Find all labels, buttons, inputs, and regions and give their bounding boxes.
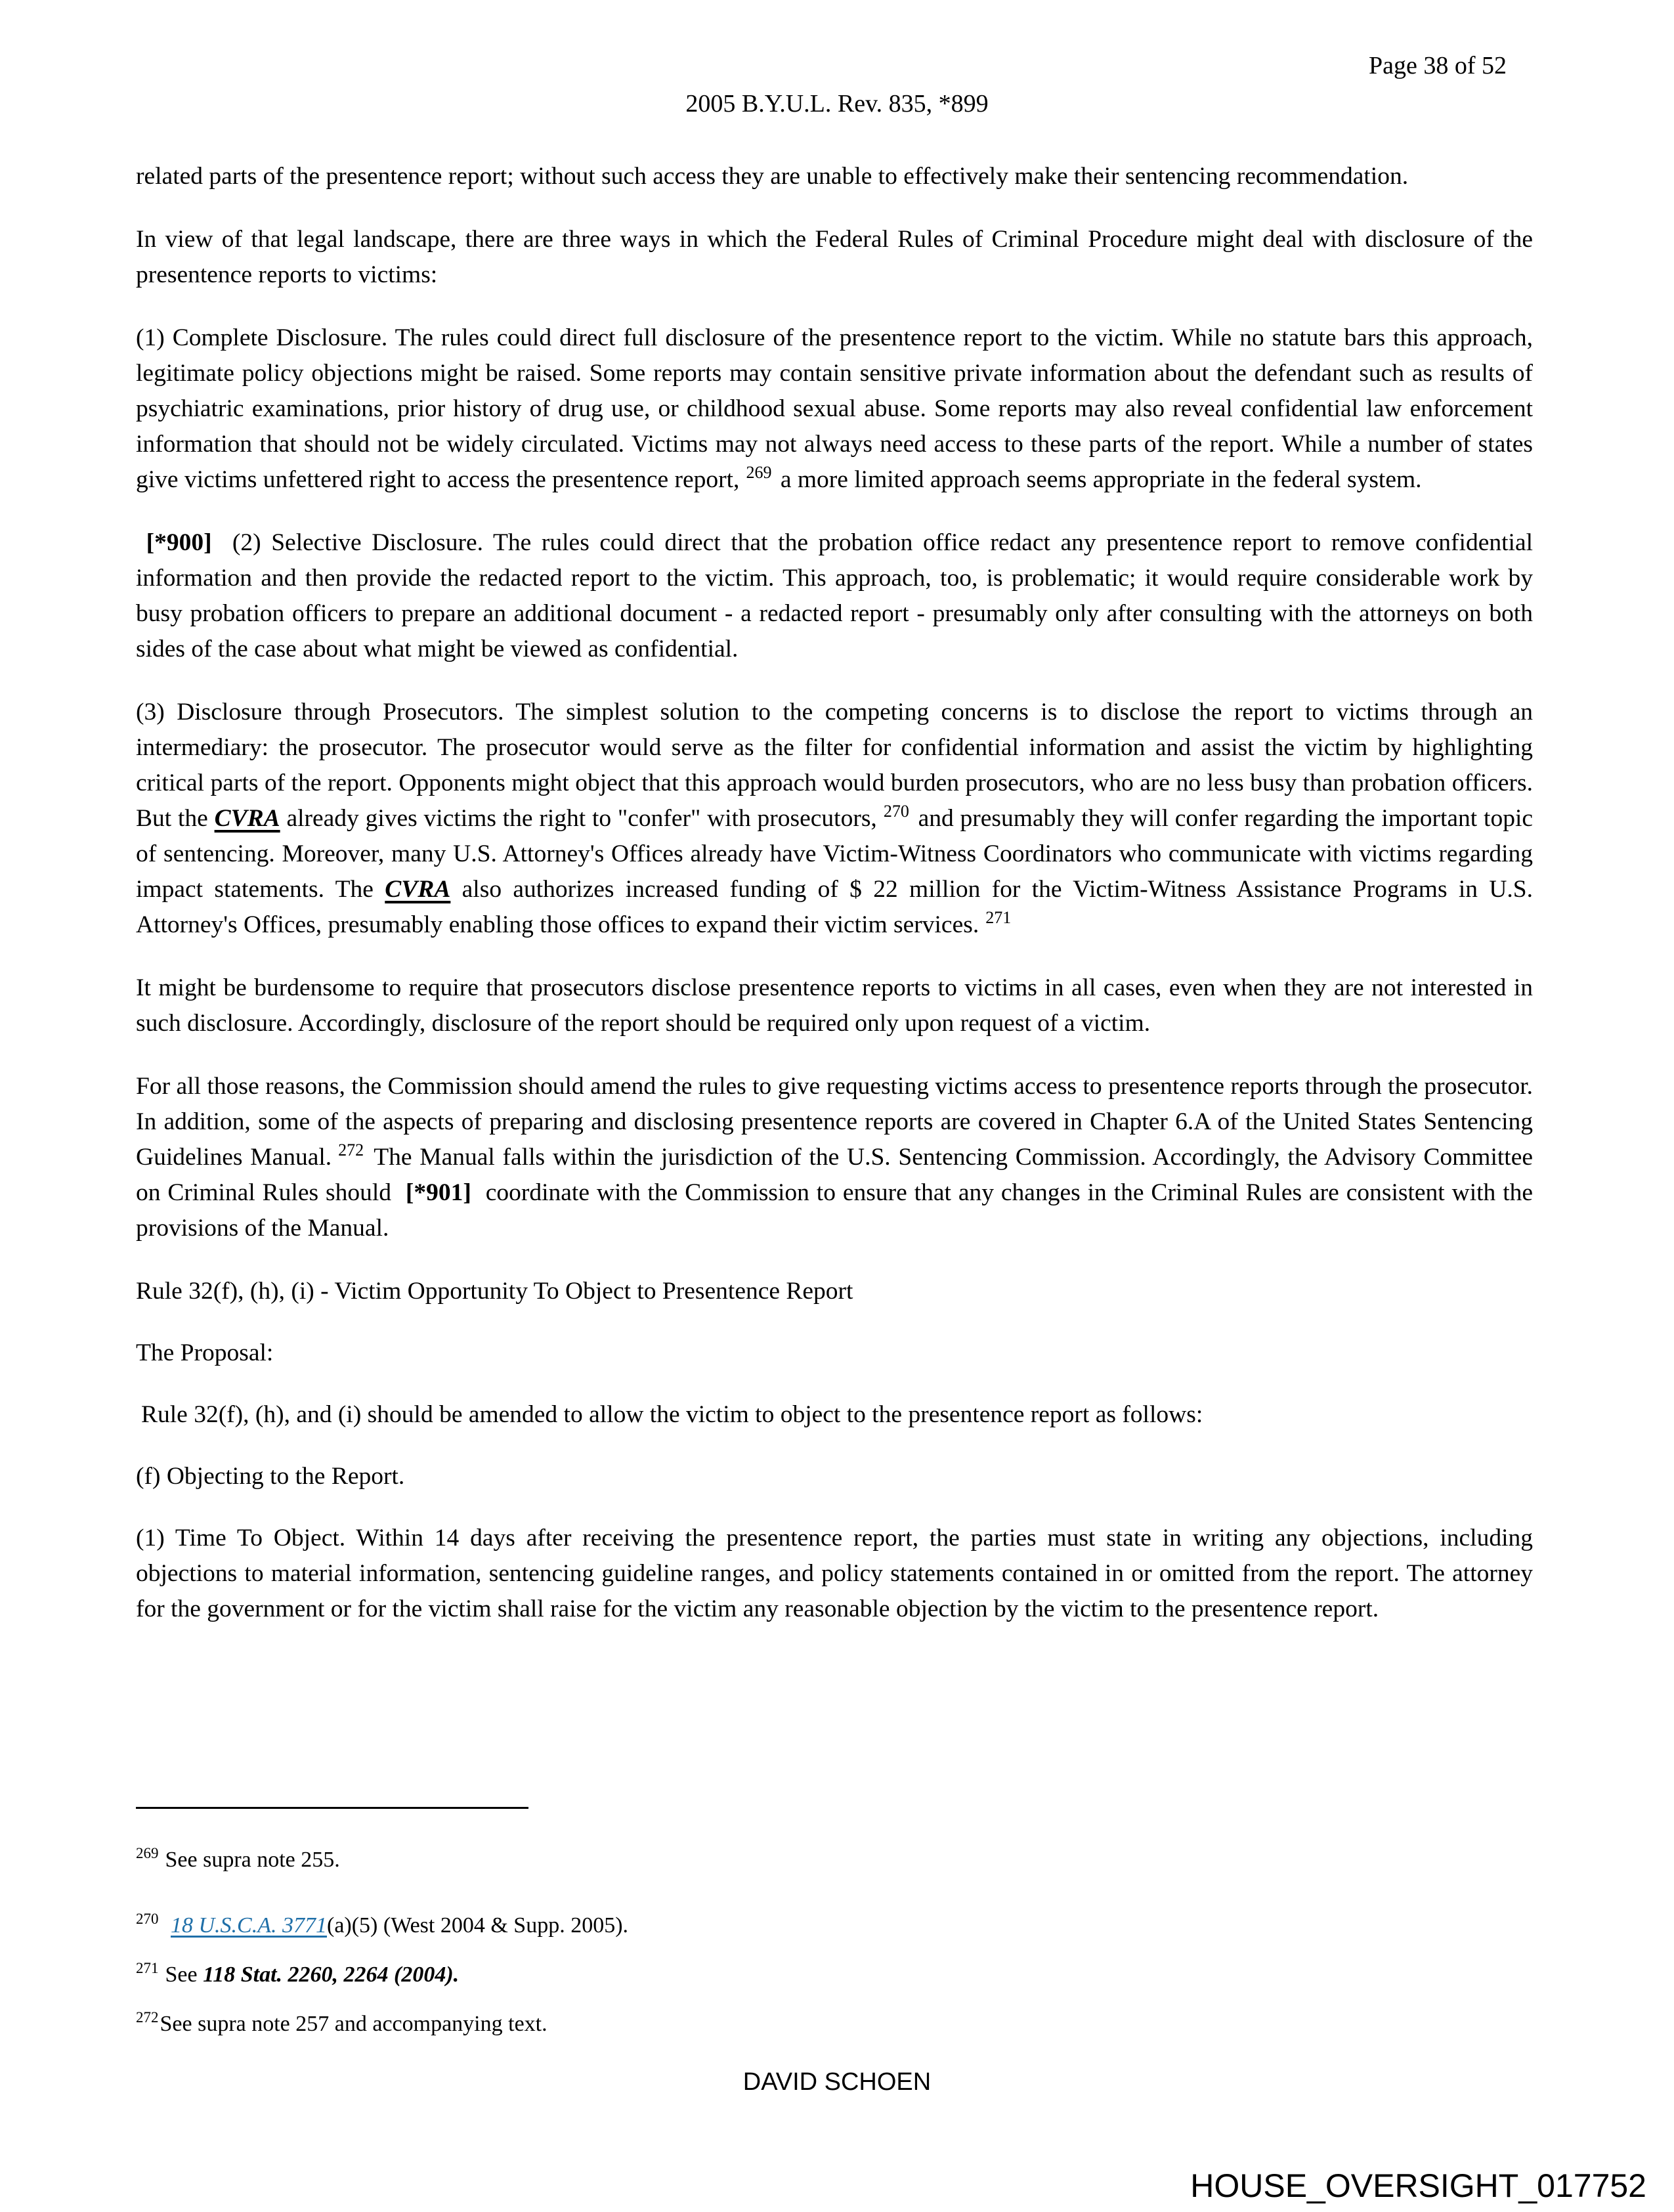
footnote-ref-269[interactable]: 269 (746, 463, 772, 482)
footnote-divider (136, 1807, 528, 1809)
paragraph-disclosure-prosecutors (136, 695, 1533, 943)
footnote-269 (136, 1845, 340, 1873)
footnote-270 (136, 1911, 628, 1938)
footnote-number: 271 (136, 1960, 159, 1976)
page-indicator: Page 38 of 52 (1368, 52, 1507, 79)
paragraph-text: already gives victims the right to "confer" with prosecutors, (286, 805, 877, 832)
footnote-text: See supra note 255. (165, 1848, 340, 1872)
paragraph-text: also authorizes increased funding of $ 22 million for the Victim-Witness Assistance Programs in U.S. Attorney's Offices, presumably enabling those offices to expand their victim services. (136, 876, 1534, 938)
footnote-271 (136, 1960, 459, 1987)
paragraph-selective-disclosure (136, 525, 1533, 667)
paragraph-complete-disclosure (136, 320, 1533, 498)
footnote-number: 269 (136, 1845, 159, 1861)
bates-number: HOUSE_OVERSIGHT_017752 (1190, 2167, 1646, 2204)
statute-link[interactable]: 18 U.S.C.A. 3771 (171, 1913, 327, 1938)
statute-citation: 118 Stat. 2260, 2264 (2004). (203, 1963, 460, 1987)
paragraph-commission (136, 1069, 1533, 1246)
footnote-text: (a)(5) (West 2004 & Supp. 2005). (327, 1913, 629, 1938)
paragraph-text: a more limited approach seems appropriate in the federal system. (780, 466, 1422, 493)
footnote-text: See (165, 1963, 204, 1987)
citation-header: 2005 B.Y.U.L. Rev. 835, *899 (685, 90, 989, 118)
cvra-link[interactable]: CVRA (214, 805, 280, 832)
document-body (136, 159, 1533, 1655)
paragraph: related parts of the presentence report; without such access they are unable to effectively make their sentencing recommendation. (136, 163, 1409, 190)
footnote-ref-272[interactable]: 272 (338, 1140, 364, 1160)
paragraph-text: The Manual falls within the jurisdiction of the U.S. Sentencing Commission. Accordingly, the Advisory Committee on Criminal Rules should (136, 1144, 1533, 1206)
star-page-marker: [*900] (146, 529, 212, 556)
footnote-ref-271[interactable]: 271 (985, 908, 1012, 927)
subsection-heading: (f) Objecting to the Report. (136, 1463, 405, 1490)
paragraph: It might be burdensome to require that prosecutors disclose presentence reports to victims in all cases, even when they are not interested in such disclosure. Accordingly, disclosure of the report should be required only upon request of a victim. (136, 974, 1533, 1037)
footnote-number: 272 (136, 2009, 159, 2026)
star-page-marker: [*901] (405, 1179, 471, 1206)
footnote-272 (136, 2009, 547, 2037)
paragraph-text: (1) Complete Disclosure. The rules could direct full disclosure of the presentence report to the victim. While no statute bars this approach, legitimate policy objections might be raised. Some reports may contain sensitive private information about the defendant such as results of psychiatric examinations, prior history of drug use, or childhood sexual abuse. Some reports may also reveal confidential law enforcement information that should not be widely circulated. Victims may not always need access to these parts of the report. While a number of states give victims unfettered right to access the presentence report, (136, 324, 1533, 493)
paragraph-text: For all those reasons, the Commission should amend the rules to give requesting victims access to presentence reports through the prosecutor. In addition, some of the aspects of preparing and disclosing presentence reports are covered in Chapter 6.A of the United States Sentencing Guidelines Manual. (136, 1073, 1533, 1171)
section-heading: Rule 32(f), (h), (i) - Victim Opportunity To Object to Presentence Report (136, 1278, 853, 1305)
paragraph: Rule 32(f), (h), and (i) should be amended to allow the victim to object to the presentence report as follows: (141, 1401, 1203, 1428)
footnote-text: See supra note 257 and accompanying text. (160, 2012, 547, 2036)
paragraph: (1) Time To Object. Within 14 days after receiving the presentence report, the parties must state in writing any objections, including objections to material information, sentencing guideline ranges, and policy statements contained in or omitted from the report. The attorney for the government or for the victim shall raise for the victim any reasonable objection by the victim to the presentence report. (136, 1525, 1533, 1622)
footnote-ref-270[interactable]: 270 (883, 802, 909, 821)
paragraph-text: and presumably they will confer regarding the important topic of sentencing. Moreover, many U.S. Attorney's Offices already have Victim-Witness Coordinators who communicate with victims regarding impact statements. The (136, 805, 1534, 903)
proposal-label: The Proposal: (136, 1339, 274, 1366)
paragraph: In view of that legal landscape, there are three ways in which the Federal Rules of Criminal Procedure might deal with disclosure of the presentence reports to victims: (136, 226, 1533, 288)
cvra-link[interactable]: CVRA (385, 876, 451, 903)
paragraph-text: (2) Selective Disclosure. The rules could direct that the probation office redact any presentence report to remove confidential information and then provide the redacted report to the victim. This approach, too, is problematic; it would require considerable work by busy probation officers to prepare an additional document - a redacted report - presumably only after consulting with the attorneys on both sides of the case about what might be viewed as confidential. (136, 529, 1534, 662)
footer-name: DAVID SCHOEN (742, 2068, 932, 2096)
paragraph-text: coordinate with the Commission to ensure that any changes in the Criminal Rules are consistent with the provisions of the Manual. (136, 1179, 1534, 1242)
paragraph-text: (3) Disclosure through Prosecutors. The simplest solution to the competing concerns is to disclose the report to victims through an intermediary: the prosecutor. The prosecutor would serve as the filter for confidential information and assist the victim by highlighting critical parts of the report. Opponents might object that this approach would burden prosecutors, who are no less busy than probation officers. But the (136, 699, 1533, 832)
footnote-number: 270 (136, 1911, 159, 1927)
